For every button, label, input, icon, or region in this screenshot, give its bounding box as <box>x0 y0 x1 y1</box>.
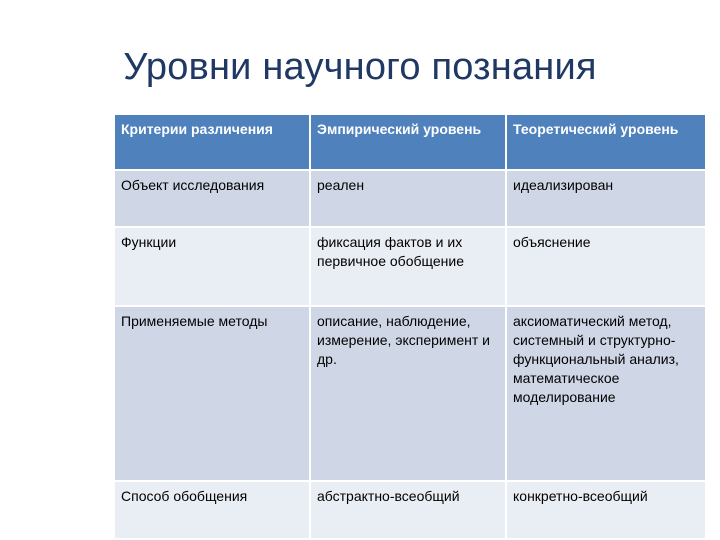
table-header-row <box>114 114 706 170</box>
table-cell: реален <box>310 170 506 227</box>
table-cell: Применяемые методы <box>114 306 310 481</box>
header-criteria: Критерии различения <box>114 114 310 170</box>
header-empirical: Эмпирический уровень <box>310 114 506 170</box>
slide-title: Уровни научного познания <box>123 46 597 88</box>
table-row <box>114 306 706 481</box>
table-cell: конкретно-всеобщий <box>506 481 706 539</box>
table-cell: идеализирован <box>506 170 706 227</box>
table-cell: абстрактно-всеобщий <box>310 481 506 539</box>
table-cell: Функции <box>114 227 310 306</box>
table-cell: описание, наблюдение, измерение, эксперимент и др. <box>310 306 506 481</box>
table-row <box>114 170 706 227</box>
table-row <box>114 481 706 539</box>
comparison-table <box>113 113 707 540</box>
table-cell: Способ обобщения <box>114 481 310 539</box>
table-cell: Объект исследования <box>114 170 310 227</box>
table-row <box>114 227 706 306</box>
header-theoretical: Теоретический уровень <box>506 114 706 170</box>
table-cell: аксиоматический метод, системный и структурно-функциональный анализ, математическое моделирование <box>506 306 706 481</box>
table-cell: объяснение <box>506 227 706 306</box>
table-cell: фиксация фактов и их первичное обобщение <box>310 227 506 306</box>
